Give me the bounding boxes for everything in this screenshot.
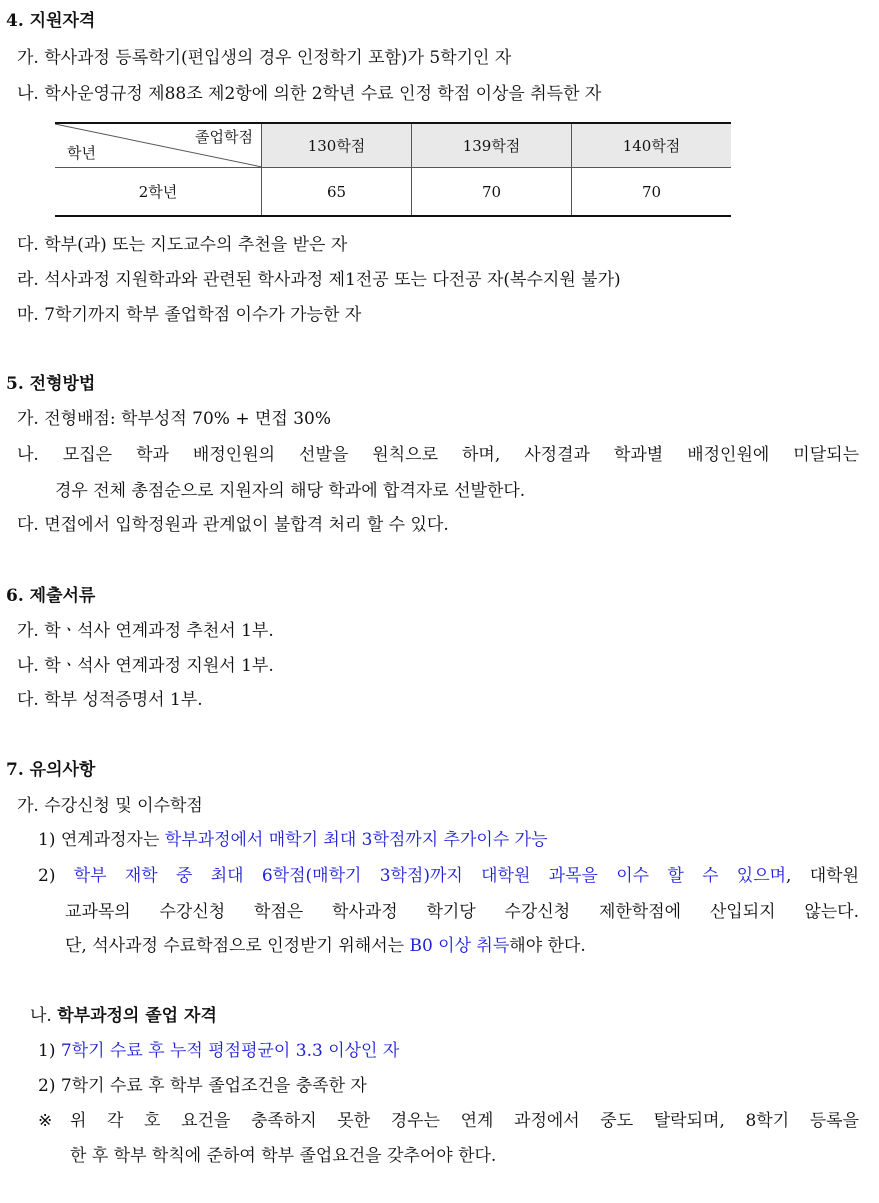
s7-item-b-prefix: 나. xyxy=(30,1006,58,1026)
s5-item-b-line1: 나. 모집은 학과 배정인원의 선발을 원칙으로 하며, 사정결과 학과별 배정인원에 미달되는 xyxy=(17,445,859,465)
column-header: 130학점 xyxy=(262,123,412,168)
s7-a-2-line2: 교과목의 수강신청 학점은 학사과정 학기당 수강신청 제한학점에 산입되지 않는다. xyxy=(65,902,859,922)
s4-item-a: 가. 학사과정 등록학기(편입생의 경우 인정학기 포함)가 5학기인 자 xyxy=(17,48,512,68)
s7-note-line1 xyxy=(38,1110,859,1132)
s5-item-a: 가. 전형배점: 학부성적 70% + 면접 30% xyxy=(17,409,332,429)
s7-a-2-line3-prefix: 단, 석사과정 수료학점으로 인정받기 위해서는 xyxy=(65,936,410,956)
table-header-row xyxy=(55,123,731,168)
section-6-title: 6. 제출서류 xyxy=(6,586,96,606)
s7-a-2-prefix: 2) xyxy=(38,866,74,886)
s6-item-a: 가. 학ㆍ석사 연계과정 추천서 1부. xyxy=(17,621,274,641)
corner-label-top: 졸업학점 xyxy=(195,128,253,146)
s5-item-b-line2: 경우 전체 총점순으로 지원자의 해당 학과에 합격자로 선발한다. xyxy=(55,481,526,501)
s7-item-b-title: 학부과정의 졸업 자격 xyxy=(57,1006,217,1026)
s4-item-c: 다. 학부(과) 또는 지도교수의 추천을 받은 자 xyxy=(17,235,348,255)
table-cell: 70 xyxy=(572,168,732,217)
s7-b-1-highlight: 7학기 수료 후 누적 평점평균이 3.3 이상인 자 xyxy=(60,1041,400,1061)
s7-a-1-highlight: 학부과정에서 매학기 최대 3학점까지 추가이수 가능 xyxy=(164,830,548,850)
s7-a-2-line3-rest: 해야 한다. xyxy=(509,936,586,956)
s7-a-2-line1 xyxy=(38,865,859,887)
s7-a-1 xyxy=(38,829,548,851)
s6-item-c: 다. 학부 성적증명서 1부. xyxy=(17,690,203,710)
s4-item-e: 마. 7학기까지 학부 졸업학점 이수가 가능한 자 xyxy=(17,305,362,325)
table-row xyxy=(55,168,731,217)
s7-b-1-prefix: 1) xyxy=(38,1041,61,1061)
s5-item-c: 다. 면접에서 입학정원과 관계없이 불합격 처리 할 수 있다. xyxy=(17,515,449,535)
table-cell: 65 xyxy=(262,168,412,217)
row-label: 2학년 xyxy=(55,168,262,217)
s7-b-2: 2) 7학기 수료 후 학부 졸업조건을 충족한 자 xyxy=(38,1076,367,1096)
section-5-title: 5. 전형방법 xyxy=(6,374,96,394)
s7-a-2-highlight: 학부 재학 중 최대 6학점(매학기 3학점)까지 대학원 과목을 이수 할 수 있으며 xyxy=(73,866,787,886)
section-4-title: 4. 지원자격 xyxy=(6,11,96,31)
s7-a-1-prefix: 1) 연계과정자는 xyxy=(38,830,165,850)
s7-a-2-line3-highlight: B0 이상 취득 xyxy=(409,936,510,956)
s7-item-a: 가. 수강신청 및 이수학점 xyxy=(17,796,203,816)
s7-a-2-line3 xyxy=(65,935,586,957)
corner-label-bottom: 학년 xyxy=(67,144,96,162)
column-header: 140학점 xyxy=(572,123,732,168)
credits-table xyxy=(55,122,731,217)
table-cell: 70 xyxy=(412,168,572,217)
s7-note-line2: 한 후 학부 학칙에 준하여 학부 졸업요건을 갖추어야 한다. xyxy=(70,1146,497,1166)
s4-item-b: 나. 학사운영규정 제88조 제2항에 의한 2학년 수료 인정 학점 이상을 취득한 자 xyxy=(17,84,602,104)
s7-b-1 xyxy=(38,1040,399,1062)
note-mark-icon: ※ xyxy=(38,1111,53,1131)
column-header: 139학점 xyxy=(412,123,572,168)
s4-item-d: 라. 석사과정 지원학과와 관련된 학사과정 제1전공 또는 다전공 자(복수지원 불가) xyxy=(17,270,621,290)
s6-item-b: 나. 학ㆍ석사 연계과정 지원서 1부. xyxy=(17,656,274,676)
s7-note-text1: 위 각 호 요건을 충족하지 못한 경우는 연계 과정에서 중도 탈락되며, 8학기 등록을 xyxy=(70,1111,859,1131)
s7-a-2-rest: , 대학원 xyxy=(786,866,860,886)
section-7-title: 7. 유의사항 xyxy=(6,760,96,780)
s7-item-b xyxy=(30,1005,217,1027)
table-corner-cell xyxy=(55,123,262,168)
